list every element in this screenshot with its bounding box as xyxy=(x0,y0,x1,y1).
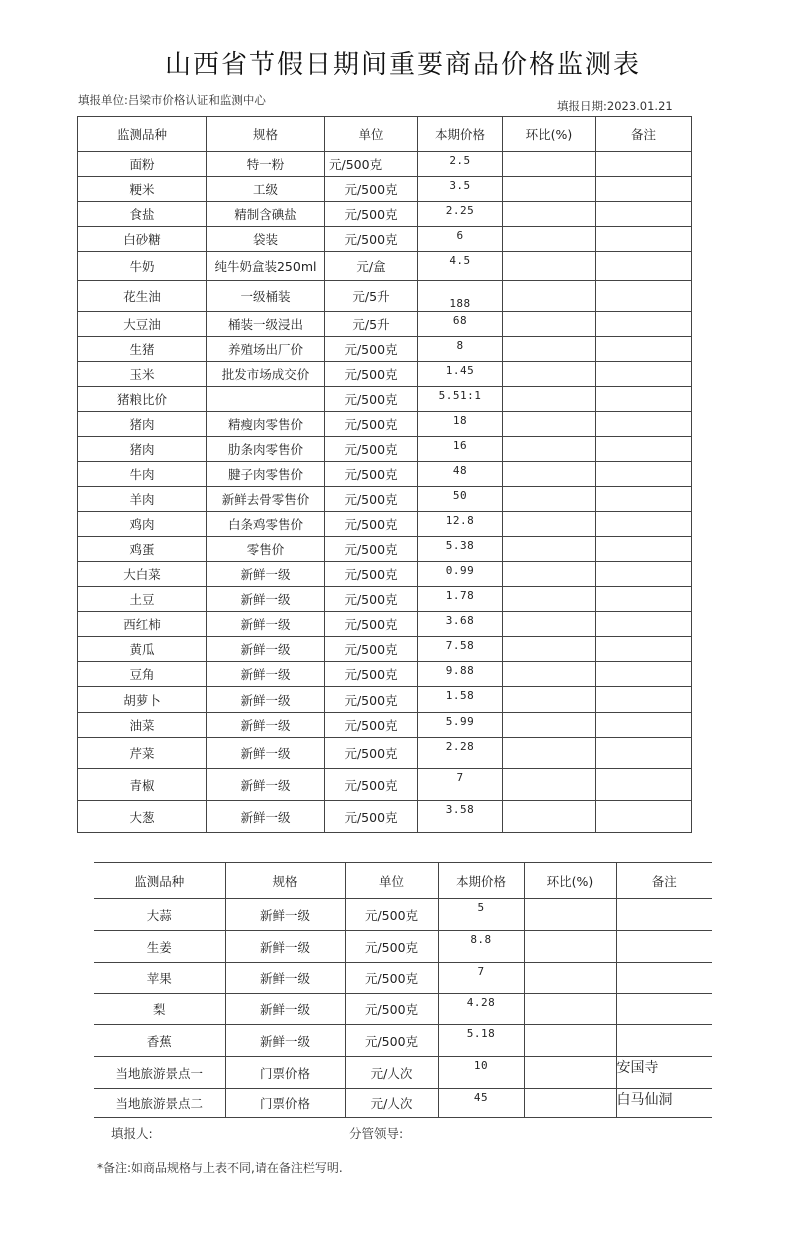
cell-unit: 元/500克 xyxy=(325,537,418,562)
cell-item: 苹果 xyxy=(94,963,225,994)
cell-unit: 元/500克 xyxy=(325,227,418,252)
cell-mom xyxy=(503,462,596,487)
cell-price: 8.8 xyxy=(438,931,524,963)
cell-unit: 元/500克 xyxy=(325,177,418,202)
cell-spec: 零售价 xyxy=(207,537,325,562)
cell-price: 5 xyxy=(438,899,524,931)
cell-spec: 新鲜一级 xyxy=(207,687,325,713)
cell-price: 68 xyxy=(418,312,503,337)
cell-note xyxy=(596,177,692,202)
cell-price: 6 xyxy=(418,227,503,252)
cell-unit: 元/500克 xyxy=(325,713,418,738)
cell-unit: 元/500克 xyxy=(345,963,438,994)
cell-unit: 元/500克 xyxy=(325,801,418,833)
table-row xyxy=(78,612,692,637)
header-price: 本期价格 xyxy=(418,117,503,152)
table-row xyxy=(78,312,692,337)
cell-unit: 元/500克 xyxy=(325,637,418,662)
cell-note xyxy=(596,412,692,437)
cell-item: 芹菜 xyxy=(78,738,207,769)
cell-price: 48 xyxy=(418,462,503,487)
price-table-main xyxy=(77,116,692,833)
cell-note xyxy=(596,312,692,337)
table-row xyxy=(78,281,692,312)
cell-spec: 新鲜一级 xyxy=(207,738,325,769)
cell-price: 4.5 xyxy=(418,252,503,281)
cell-spec: 腱子肉零售价 xyxy=(207,462,325,487)
cell-mom xyxy=(524,1025,616,1057)
table-row xyxy=(78,512,692,537)
cell-item: 大蒜 xyxy=(94,899,225,931)
table-row xyxy=(78,437,692,462)
cell-item: 牛肉 xyxy=(78,462,207,487)
header-item: 监测品种 xyxy=(78,117,207,152)
cell-unit: 元/500克 xyxy=(325,562,418,587)
cell-item: 白砂糖 xyxy=(78,227,207,252)
cell-mom xyxy=(503,687,596,713)
cell-price: 8 xyxy=(418,337,503,362)
cell-item: 玉米 xyxy=(78,362,207,387)
cell-mom xyxy=(503,487,596,512)
cell-spec: 工级 xyxy=(207,177,325,202)
cell-item: 粳米 xyxy=(78,177,207,202)
table-row xyxy=(94,899,712,931)
cell-unit: 元/500克 xyxy=(325,612,418,637)
cell-price: 0.99 xyxy=(418,562,503,587)
cell-price: 7.58 xyxy=(418,637,503,662)
cell-spec: 新鲜一级 xyxy=(225,899,345,931)
table-row xyxy=(78,227,692,252)
cell-item: 梨 xyxy=(94,994,225,1025)
reporting-date: 填报日期:2023.01.21 xyxy=(557,99,673,113)
cell-unit: 元/500克 xyxy=(325,487,418,512)
cell-price: 3.68 xyxy=(418,612,503,637)
cell-unit: 元/500克 xyxy=(325,337,418,362)
cell-item: 羊肉 xyxy=(78,487,207,512)
table-row xyxy=(78,637,692,662)
cell-price: 2.28 xyxy=(418,738,503,769)
cell-price: 7 xyxy=(418,769,503,801)
cell-mom xyxy=(503,612,596,637)
header-unit: 单位 xyxy=(325,117,418,152)
table-row xyxy=(78,713,692,738)
cell-mom xyxy=(503,412,596,437)
header-price: 本期价格 xyxy=(438,863,524,899)
table-row xyxy=(94,1025,712,1057)
cell-spec: 新鲜一级 xyxy=(225,931,345,963)
header-spec: 规格 xyxy=(225,863,345,899)
table-row xyxy=(78,252,692,281)
cell-unit: 元/500克 xyxy=(325,512,418,537)
cell-price: 18 xyxy=(418,412,503,437)
cell-item: 鸡肉 xyxy=(78,512,207,537)
cell-unit: 元/人次 xyxy=(345,1089,438,1118)
cell-item: 大白菜 xyxy=(78,562,207,587)
cell-spec: 精瘦肉零售价 xyxy=(207,412,325,437)
cell-spec: 一级桶装 xyxy=(207,281,325,312)
cell-note xyxy=(596,437,692,462)
reporting-unit: 填报单位:吕梁市价格认证和监测中心 xyxy=(78,93,266,107)
table-row xyxy=(78,387,692,412)
cell-spec: 新鲜一级 xyxy=(207,587,325,612)
cell-price: 4.28 xyxy=(438,994,524,1025)
cell-price: 9.88 xyxy=(418,662,503,687)
cell-unit: 元/500克 xyxy=(325,462,418,487)
cell-price: 1.78 xyxy=(418,587,503,612)
cell-spec: 新鲜一级 xyxy=(207,637,325,662)
cell-note xyxy=(596,281,692,312)
cell-mom xyxy=(503,437,596,462)
cell-spec: 批发市场成交价 xyxy=(207,362,325,387)
cell-item: 豆角 xyxy=(78,662,207,687)
cell-mom xyxy=(503,152,596,177)
cell-mom xyxy=(503,252,596,281)
cell-spec: 门票价格 xyxy=(225,1089,345,1118)
cell-note xyxy=(596,687,692,713)
cell-price: 5.38 xyxy=(418,537,503,562)
table-row xyxy=(78,412,692,437)
cell-mom xyxy=(503,637,596,662)
cell-spec: 特一粉 xyxy=(207,152,325,177)
table-row xyxy=(78,662,692,687)
cell-mom xyxy=(503,562,596,587)
cell-price: 188 xyxy=(418,281,503,312)
cell-item: 牛奶 xyxy=(78,252,207,281)
cell-spec: 新鲜一级 xyxy=(225,1025,345,1057)
price-table-secondary xyxy=(94,862,712,1118)
cell-note xyxy=(596,662,692,687)
cell-note xyxy=(596,387,692,412)
header-unit: 单位 xyxy=(345,863,438,899)
table-row xyxy=(78,337,692,362)
cell-item: 土豆 xyxy=(78,587,207,612)
cell-mom xyxy=(503,801,596,833)
table-row xyxy=(94,1089,712,1118)
table-row xyxy=(78,462,692,487)
header-note: 备注 xyxy=(596,117,692,152)
cell-mom xyxy=(503,227,596,252)
cell-mom xyxy=(503,202,596,227)
cell-note xyxy=(596,462,692,487)
cell-unit: 元/500克 xyxy=(325,738,418,769)
cell-note xyxy=(596,362,692,387)
cell-mom xyxy=(503,537,596,562)
cell-item: 鸡蛋 xyxy=(78,537,207,562)
cell-spec: 精制含碘盐 xyxy=(207,202,325,227)
cell-note xyxy=(616,899,712,931)
cell-unit: 元/500克 xyxy=(325,662,418,687)
cell-item: 花生油 xyxy=(78,281,207,312)
header-note: 备注 xyxy=(616,863,712,899)
cell-note xyxy=(596,152,692,177)
cell-item: 黄瓜 xyxy=(78,637,207,662)
cell-mom xyxy=(524,994,616,1025)
cell-item: 西红柿 xyxy=(78,612,207,637)
cell-price: 1.58 xyxy=(418,687,503,713)
cell-item: 大葱 xyxy=(78,801,207,833)
table-row xyxy=(78,587,692,612)
footnote: *备注:如商品规格与上表不同,请在备注栏写明. xyxy=(97,1161,343,1175)
cell-mom xyxy=(503,713,596,738)
cell-mom xyxy=(503,769,596,801)
table-row xyxy=(78,537,692,562)
cell-mom xyxy=(524,931,616,963)
cell-unit: 元/盒 xyxy=(325,252,418,281)
header-mom: 环比(%) xyxy=(524,863,616,899)
header-spec: 规格 xyxy=(207,117,325,152)
cell-item: 香蕉 xyxy=(94,1025,225,1057)
cell-unit: 元/5升 xyxy=(325,312,418,337)
cell-spec: 门票价格 xyxy=(225,1057,345,1089)
cell-unit: 元/500克 xyxy=(325,362,418,387)
cell-note xyxy=(596,537,692,562)
cell-unit: 元/500克 xyxy=(345,1025,438,1057)
cell-price: 3.58 xyxy=(418,801,503,833)
cell-unit: 元/500克 xyxy=(325,202,418,227)
header-mom: 环比(%) xyxy=(503,117,596,152)
cell-spec: 纯牛奶盒装250ml xyxy=(207,252,325,281)
cell-spec: 新鲜去骨零售价 xyxy=(207,487,325,512)
cell-unit: 元/500克 xyxy=(345,931,438,963)
cell-item: 油菜 xyxy=(78,713,207,738)
cell-item: 生姜 xyxy=(94,931,225,963)
cell-price: 12.8 xyxy=(418,512,503,537)
cell-spec: 新鲜一级 xyxy=(207,662,325,687)
cell-note xyxy=(596,801,692,833)
cell-spec xyxy=(207,387,325,412)
cell-mom xyxy=(503,281,596,312)
cell-spec: 新鲜一级 xyxy=(225,994,345,1025)
cell-mom xyxy=(503,312,596,337)
cell-unit: 元/500克 xyxy=(345,899,438,931)
table-row xyxy=(78,202,692,227)
cell-spec: 袋装 xyxy=(207,227,325,252)
cell-note xyxy=(596,487,692,512)
cell-price: 3.5 xyxy=(418,177,503,202)
table-row xyxy=(78,487,692,512)
table-row xyxy=(78,769,692,801)
cell-unit: 元/500克 xyxy=(325,152,418,177)
cell-note xyxy=(596,252,692,281)
cell-item: 生猪 xyxy=(78,337,207,362)
cell-price: 5.51:1 xyxy=(418,387,503,412)
cell-mom xyxy=(503,362,596,387)
cell-note xyxy=(616,1025,712,1057)
cell-mom xyxy=(503,177,596,202)
cell-unit: 元/500克 xyxy=(325,412,418,437)
cell-spec: 新鲜一级 xyxy=(207,713,325,738)
table-row xyxy=(94,963,712,994)
cell-mom xyxy=(503,387,596,412)
cell-item: 面粉 xyxy=(78,152,207,177)
cell-note: 白马仙洞 xyxy=(616,1089,712,1118)
table-row xyxy=(94,1057,712,1089)
cell-note xyxy=(616,994,712,1025)
cell-note xyxy=(596,562,692,587)
cell-unit: 元/5升 xyxy=(325,281,418,312)
cell-item: 猪肉 xyxy=(78,437,207,462)
cell-note xyxy=(596,587,692,612)
cell-spec: 新鲜一级 xyxy=(207,769,325,801)
cell-mom xyxy=(503,587,596,612)
cell-price: 50 xyxy=(418,487,503,512)
filler-label: 填报人: xyxy=(111,1126,153,1141)
page-title: 山西省节假日期间重要商品价格监测表 xyxy=(164,50,641,80)
cell-spec: 桶装一级浸出 xyxy=(207,312,325,337)
cell-item: 猪肉 xyxy=(78,412,207,437)
cell-price: 5.18 xyxy=(438,1025,524,1057)
table-row xyxy=(78,687,692,713)
cell-unit: 元/500克 xyxy=(325,387,418,412)
cell-spec: 新鲜一级 xyxy=(207,562,325,587)
table-header-row xyxy=(94,863,712,899)
cell-item: 猪粮比价 xyxy=(78,387,207,412)
cell-item: 大豆油 xyxy=(78,312,207,337)
cell-note xyxy=(596,713,692,738)
cell-spec: 肋条肉零售价 xyxy=(207,437,325,462)
cell-mom xyxy=(503,662,596,687)
cell-mom xyxy=(524,963,616,994)
table-row xyxy=(78,362,692,387)
cell-note: 安国寺 xyxy=(616,1057,712,1089)
cell-note xyxy=(616,931,712,963)
table-row xyxy=(94,994,712,1025)
table-row xyxy=(78,152,692,177)
cell-mom xyxy=(524,899,616,931)
cell-unit: 元/人次 xyxy=(345,1057,438,1089)
cell-spec: 白条鸡零售价 xyxy=(207,512,325,537)
table-row xyxy=(78,562,692,587)
cell-item: 当地旅游景点一 xyxy=(94,1057,225,1089)
cell-note xyxy=(596,612,692,637)
table-row xyxy=(94,931,712,963)
cell-mom xyxy=(524,1089,616,1118)
cell-note xyxy=(596,227,692,252)
cell-spec: 新鲜一级 xyxy=(207,612,325,637)
cell-item: 胡萝卜 xyxy=(78,687,207,713)
cell-item: 当地旅游景点二 xyxy=(94,1089,225,1118)
cell-mom xyxy=(503,512,596,537)
header-item: 监测品种 xyxy=(94,863,225,899)
cell-mom xyxy=(503,738,596,769)
cell-note xyxy=(596,637,692,662)
cell-note xyxy=(616,963,712,994)
table-row xyxy=(78,738,692,769)
cell-unit: 元/500克 xyxy=(325,769,418,801)
cell-note xyxy=(596,337,692,362)
cell-price: 1.45 xyxy=(418,362,503,387)
cell-item: 青椒 xyxy=(78,769,207,801)
cell-unit: 元/500克 xyxy=(325,687,418,713)
cell-price: 45 xyxy=(438,1089,524,1118)
cell-price: 10 xyxy=(438,1057,524,1089)
cell-mom xyxy=(503,337,596,362)
cell-unit: 元/500克 xyxy=(345,994,438,1025)
table-row xyxy=(78,177,692,202)
cell-price: 2.5 xyxy=(418,152,503,177)
cell-note xyxy=(596,769,692,801)
cell-price: 7 xyxy=(438,963,524,994)
cell-spec: 新鲜一级 xyxy=(225,963,345,994)
cell-note xyxy=(596,738,692,769)
cell-item: 食盐 xyxy=(78,202,207,227)
cell-note xyxy=(596,202,692,227)
cell-price: 2.25 xyxy=(418,202,503,227)
cell-spec: 新鲜一级 xyxy=(207,801,325,833)
cell-price: 16 xyxy=(418,437,503,462)
table-row xyxy=(78,801,692,833)
cell-mom xyxy=(524,1057,616,1089)
table-header-row xyxy=(78,117,692,152)
cell-spec: 养殖场出厂价 xyxy=(207,337,325,362)
cell-unit: 元/500克 xyxy=(325,587,418,612)
leader-label: 分管领导: xyxy=(349,1126,404,1141)
cell-price: 5.99 xyxy=(418,713,503,738)
cell-unit: 元/500克 xyxy=(325,437,418,462)
cell-note xyxy=(596,512,692,537)
